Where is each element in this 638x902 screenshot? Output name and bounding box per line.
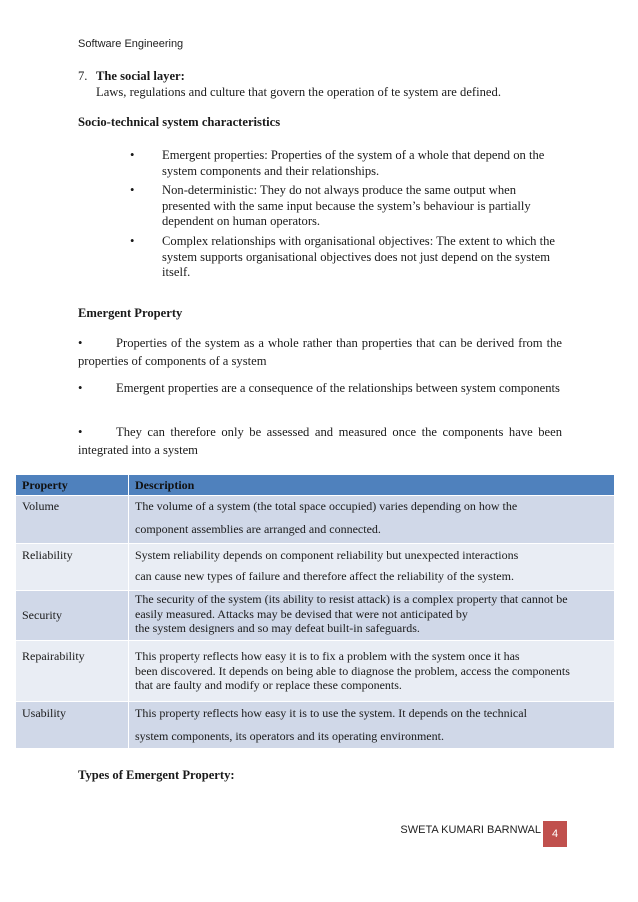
description-line: component assemblies are arranged and connected. — [135, 521, 381, 536]
list-item — [78, 423, 562, 459]
property-cell: Repairability — [16, 641, 129, 702]
bullet: • — [130, 183, 135, 197]
footer-author: SWETA KUMARI BARNWAL — [400, 824, 541, 836]
list-item-text: Non-deterministic: They do not always produce the same output when presented with the same input because the system’s behaviour is partially dependent on human operators. — [162, 183, 531, 228]
description-line: the system designers and so may defeat built-in safeguards. — [135, 621, 420, 635]
description-cell — [129, 702, 615, 749]
table-row — [16, 591, 615, 641]
table-row — [16, 544, 615, 591]
description-line: This property reflects how easy it is to use the system. It depends on the technical — [135, 706, 527, 720]
page-number: 4 — [543, 821, 567, 847]
emergent-property-heading: Emergent Property — [78, 306, 183, 320]
description-cell — [129, 544, 615, 591]
description-cell — [129, 496, 615, 544]
bullet: • — [130, 148, 135, 162]
description-line: system components, its operators and its operating environment. — [135, 728, 444, 743]
description-cell — [129, 641, 615, 702]
column-header-description: Description — [129, 475, 615, 496]
bullet: • — [78, 425, 83, 439]
types-heading: Types of Emergent Property: — [78, 768, 235, 782]
table-row — [16, 702, 615, 749]
social-layer-title: The social layer: — [96, 69, 185, 83]
list-item — [78, 334, 562, 370]
list-item-text: They can therefore only be assessed and measured once the components have been integrated into a system — [78, 425, 562, 457]
description-line: System reliability depends on component reliability but unexpected interactions — [135, 548, 519, 562]
socio-technical-heading: Socio-technical system characteristics — [78, 115, 281, 129]
table-header-row — [16, 475, 615, 496]
list-item-text: Emergent properties are a consequence of the relationships between system components — [116, 381, 560, 395]
bullet: • — [78, 381, 83, 395]
social-layer-description: Laws, regulations and culture that govern the operation of te system are defined. — [96, 85, 501, 99]
description-line: The volume of a system (the total space occupied) varies depending on how the — [135, 499, 518, 513]
description-cell — [129, 591, 615, 641]
property-cell: Reliability — [16, 544, 129, 591]
column-header-property: Property — [16, 475, 129, 496]
bullet: • — [130, 234, 135, 248]
description-line: easily measured. Attacks may be devised that were not anticipated by — [135, 606, 468, 621]
description-line: can cause new types of failure and therefore affect the reliability of the system. — [135, 568, 514, 583]
property-cell: Volume — [16, 496, 129, 544]
description-line: been discovered. It depends on being able to diagnose the problem, access the components — [135, 663, 570, 678]
running-header: Software Engineering — [78, 38, 184, 50]
bullet: • — [78, 336, 83, 350]
emergent-properties-table — [15, 474, 615, 749]
description-line: The security of the system (its ability to resist attack) is a complex property that cannot be — [135, 592, 568, 606]
list-item-text: Properties of the system as a whole rather than properties that can be derived from the properties of components of a system — [78, 336, 562, 368]
description-line: that are faulty and modify or replace these components. — [135, 678, 402, 692]
list-item-text: Emergent properties: Properties of the system of a whole that depend on the system components and their relationships. — [162, 148, 545, 178]
section-number: 7. — [78, 69, 88, 83]
property-cell: Usability — [16, 702, 129, 749]
list-item — [78, 379, 562, 397]
list-item-text: Complex relationships with organisational objectives: The extent to which the system supports organisational objectives does not just depend on the system itself. — [162, 234, 556, 279]
table-row — [16, 641, 615, 702]
table-row — [16, 496, 615, 544]
description-line: This property reflects how easy it is to fix a problem with the system once it has — [135, 649, 520, 663]
property-cell: Security — [16, 591, 129, 641]
